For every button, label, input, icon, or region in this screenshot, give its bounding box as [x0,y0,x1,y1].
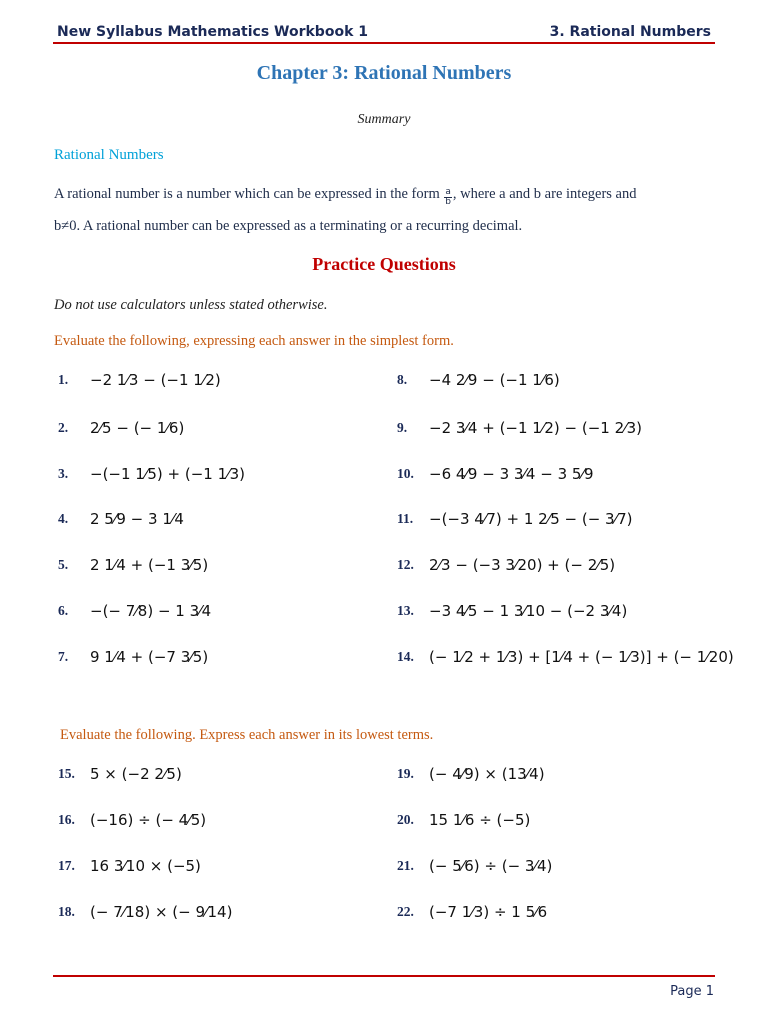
question-expression: 15 1⁄6 ÷ (−5) [429,811,531,829]
fraction-a-over-b [444,188,452,207]
footer-divider [53,975,715,977]
question-expression: −(−1 1⁄5) + (−1 1⁄3) [90,465,246,483]
question-number: 2. [58,420,69,435]
question-expression: −6 4⁄9 − 3 3⁄4 − 3 5⁄9 [429,465,594,483]
definition-line-1 [54,186,714,207]
question-number: 17. [58,858,75,873]
question-item [58,556,208,574]
question-item [58,602,211,620]
definition-text-before: A rational number is a number which can be expressed in the form [54,186,440,202]
question-expression: 2 1⁄4 + (−1 3⁄5) [90,556,209,574]
question-item [58,510,184,528]
question-number: 16. [58,812,75,827]
question-expression: 2 5⁄9 − 3 1⁄4 [90,510,184,528]
summary-label: Summary [357,112,411,127]
header-divider [53,42,715,44]
question-item [397,510,633,528]
question-number: 14. [397,649,414,664]
question-expression: (−16) ÷ (− 4⁄5) [90,811,207,829]
question-number: 11. [397,511,414,526]
question-expression: (− 5⁄6) ÷ (− 3⁄4) [429,857,553,875]
question-expression: 5 × (−2 2⁄5) [90,765,182,783]
page-number: Page 1 [670,984,714,999]
question-number: 3. [58,466,69,481]
question-expression: 2⁄5 − (− 1⁄6) [90,419,185,437]
question-item [397,465,594,483]
question-expression: 2⁄3 − (−3 3⁄20) + (− 2⁄5) [429,556,616,574]
question-number: 20. [397,812,414,827]
calculator-note: Do not use calculators unless stated otherwise. [54,297,328,313]
definition-line-2: b≠0. A rational number can be expressed as a terminating or a recurring decimal. [54,218,523,234]
running-header [57,18,711,40]
question-item [397,648,734,666]
question-item [397,602,627,620]
question-number: 13. [397,603,414,618]
question-item [397,811,530,829]
question-item [58,857,201,875]
fraction-numerator: a [445,187,451,197]
question-item [397,556,615,574]
question-number: 7. [58,649,69,664]
question-number: 19. [397,766,414,781]
question-number: 22. [397,904,414,919]
question-number: 15. [58,766,75,781]
practice-heading: Practice Questions [312,254,456,274]
question-expression: −3 4⁄5 − 1 3⁄10 − (−2 3⁄4) [429,602,628,620]
header-chapter: 3. Rational Numbers [549,24,711,40]
question-expression: −2 3⁄4 + (−1 1⁄2) − (−1 2⁄3) [429,419,643,437]
instruction-simplest-form: Evaluate the following, expressing each answer in the simplest form. [54,333,454,349]
question-number: 1. [58,372,69,387]
section-heading: Rational Numbers [54,147,164,163]
chapter-title: Chapter 3: Rational Numbers [256,62,512,84]
question-number: 4. [58,511,69,526]
question-item [58,648,208,666]
question-item [58,903,232,921]
instruction-lowest-terms: Evaluate the following. Express each answer in its lowest terms. [60,727,434,743]
question-expression: −2 1⁄3 − (−1 1⁄2) [90,371,221,389]
question-item [397,419,642,437]
fraction-denominator: b [445,197,451,207]
question-number: 10. [397,466,414,481]
question-item [397,857,552,875]
question-item [58,811,206,829]
question-number: 8. [397,372,408,387]
question-expression: −4 2⁄9 − (−1 1⁄6) [429,371,560,389]
question-item [397,765,545,783]
question-expression: (− 4⁄9) × (13⁄4) [429,765,545,783]
question-item [58,465,245,483]
question-expression: (− 1⁄2 + 1⁄3) + [1⁄4 + (− 1⁄3)] + (− 1⁄20) [429,648,734,666]
question-number: 9. [397,420,408,435]
header-book-title: New Syllabus Mathematics Workbook 1 [57,24,368,40]
question-expression: (−7 1⁄3) ÷ 1 5⁄6 [429,903,548,921]
question-expression: 16 3⁄10 × (−5) [90,857,201,875]
question-number: 21. [397,858,414,873]
question-number: 12. [397,557,414,572]
question-number: 18. [58,904,75,919]
question-number: 6. [58,603,69,618]
question-item [58,419,184,437]
question-expression: (− 7⁄18) × (− 9⁄14) [90,903,233,921]
question-item [58,371,221,389]
question-expression: −(− 7⁄8) − 1 3⁄4 [90,602,212,620]
question-item [397,371,560,389]
definition-text-after: , where a and b are integers and [452,186,637,202]
question-number: 5. [58,557,69,572]
question-expression: 9 1⁄4 + (−7 3⁄5) [90,648,209,666]
question-expression: −(−3 4⁄7) + 1 2⁄5 − (− 3⁄7) [429,510,633,528]
question-item [58,765,182,783]
question-item [397,903,547,921]
